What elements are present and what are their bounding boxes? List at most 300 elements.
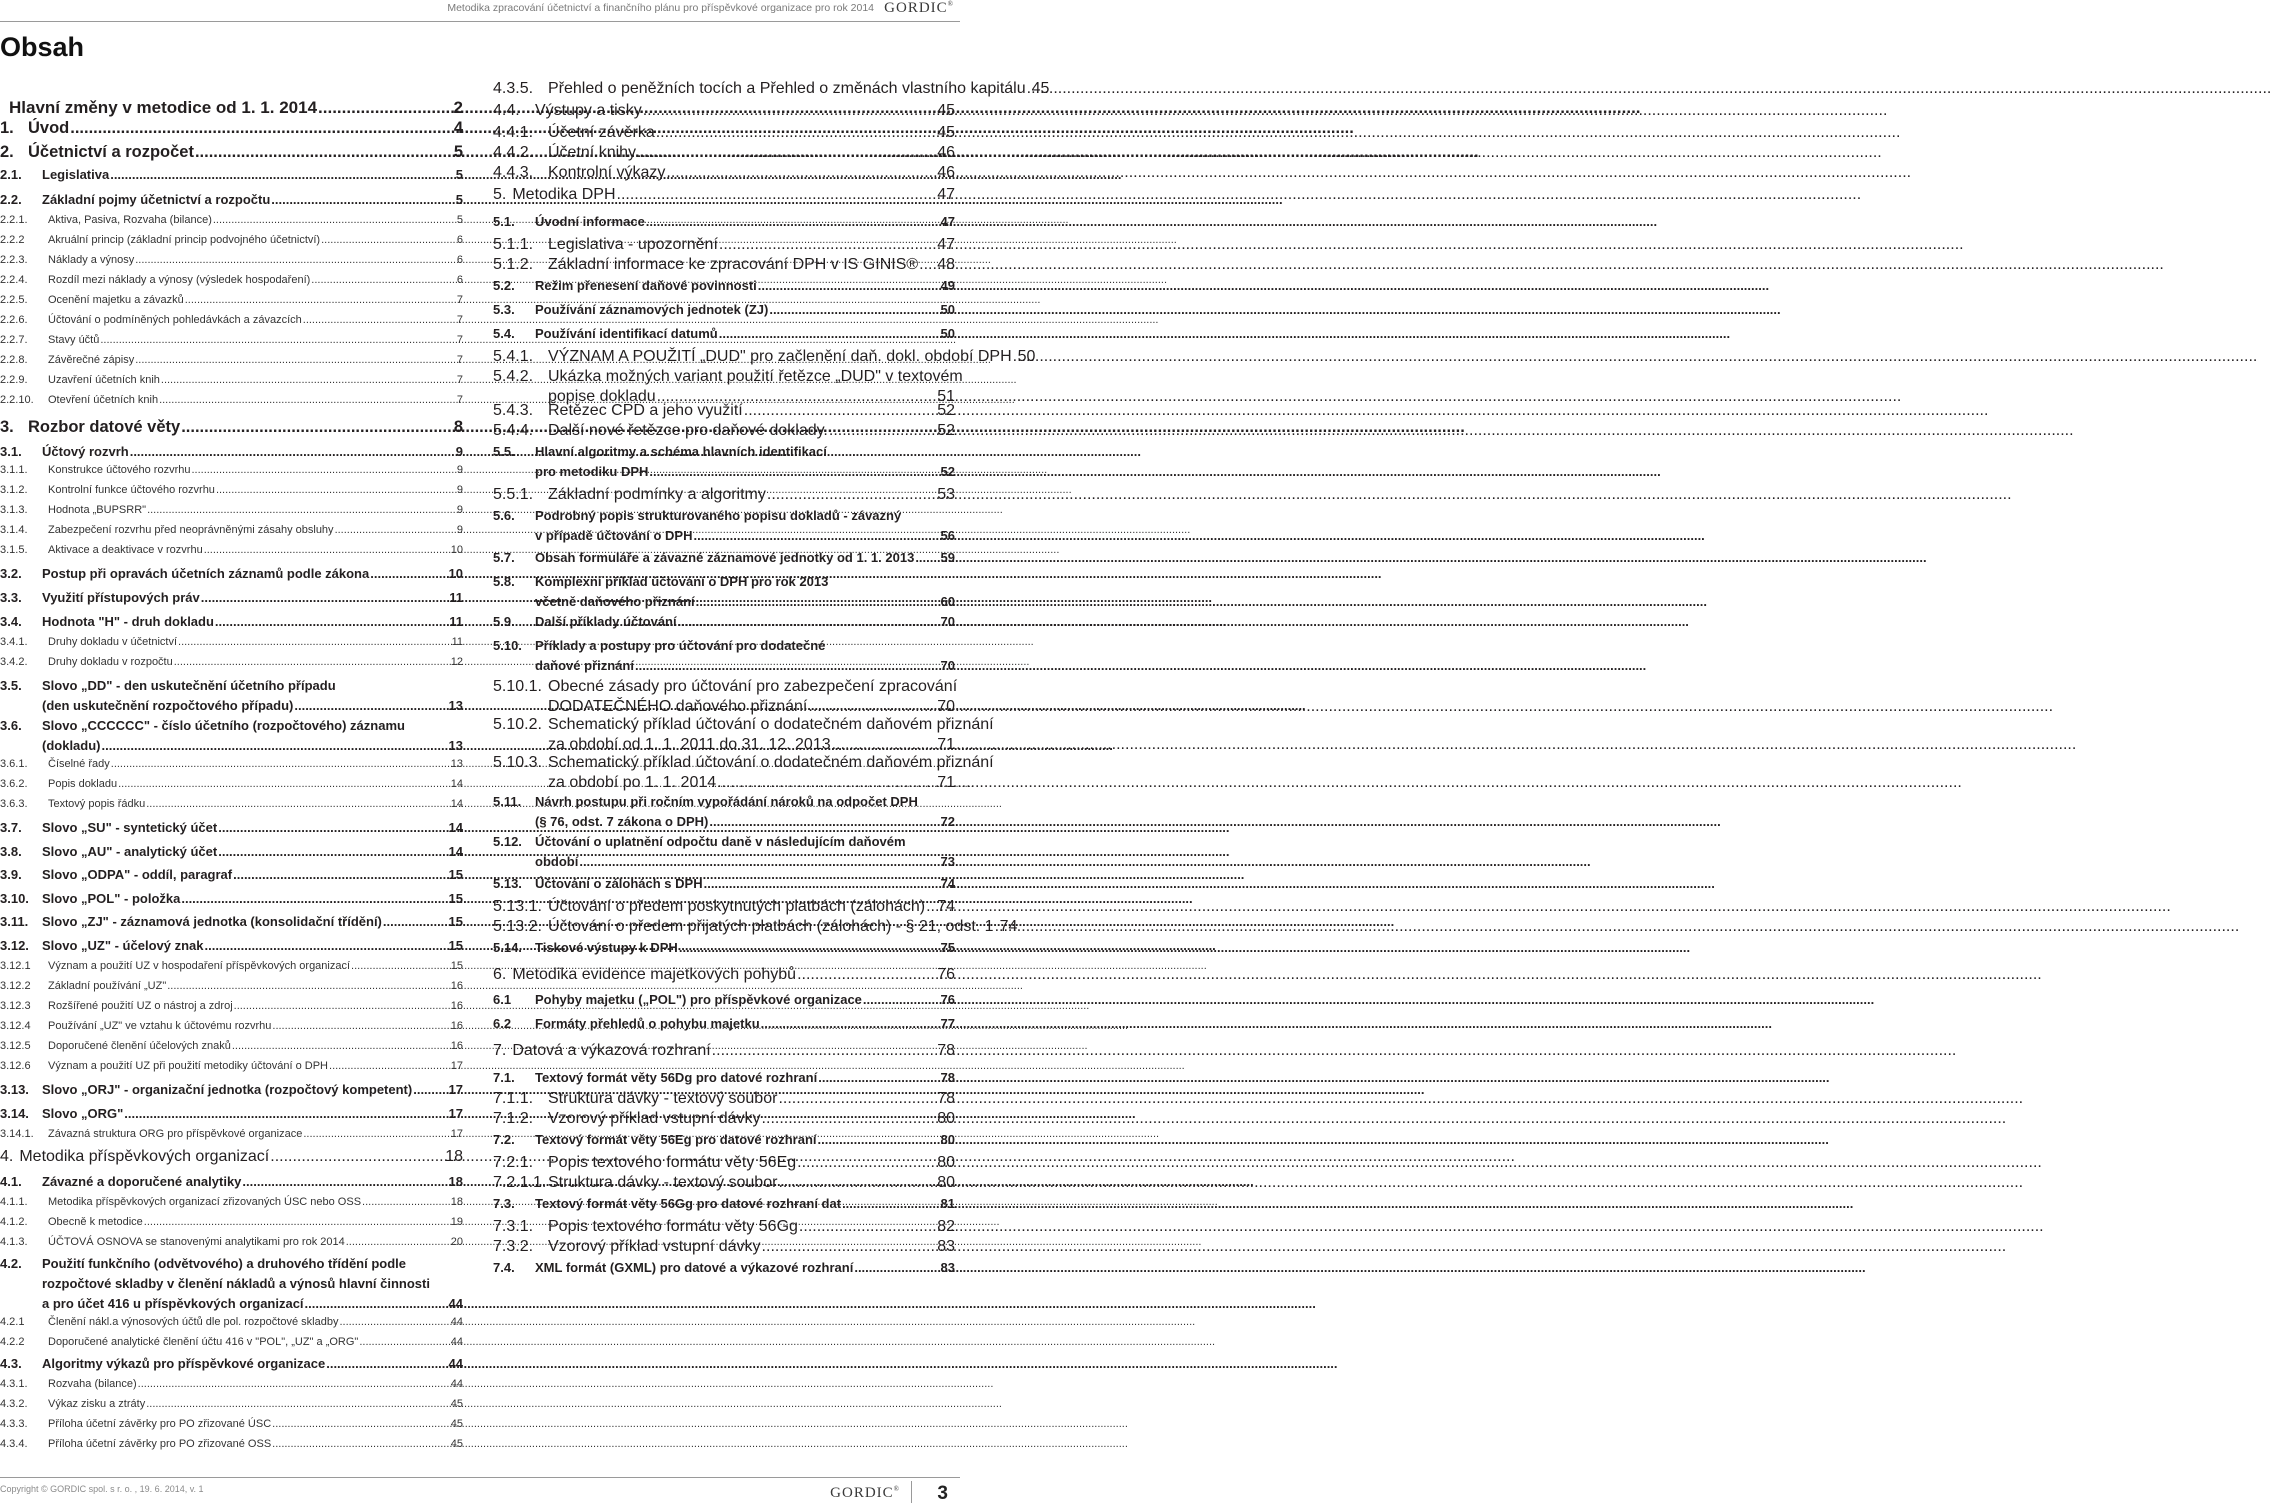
toc-entry-2-2-8[interactable] xyxy=(0,354,463,366)
toc-leader-dots xyxy=(758,278,940,293)
toc-entry-2-2-2[interactable] xyxy=(0,234,463,246)
toc-leader-dots xyxy=(191,464,455,476)
toc-entry-4-3-1[interactable] xyxy=(0,1378,463,1390)
toc-entry-page: 6 xyxy=(456,234,463,246)
toc-leader-dots xyxy=(679,940,940,955)
toc-entry-continuation xyxy=(493,774,955,792)
toc-entry-title: Aktiva, Pasiva, Rozvaha (bilance) xyxy=(48,214,212,226)
toc-entry-number: 7.1.1. xyxy=(493,1090,534,1107)
toc-entry-number: 4.1.3. xyxy=(0,1236,28,1248)
toc-entry-3-6-2[interactable] xyxy=(0,778,463,790)
toc-entry-number: 5.1.1. xyxy=(493,236,534,253)
toc-entry-3-9[interactable] xyxy=(0,867,463,882)
toc-leader-dots xyxy=(272,1438,450,1450)
toc-entry-3-11[interactable] xyxy=(0,914,463,929)
toc-leader-dots xyxy=(413,1082,447,1097)
toc-entry-5-4-2[interactable] xyxy=(493,368,963,386)
toc-entry-number: 6.1 xyxy=(493,992,512,1007)
toc-entry-title: Ukázka možných variant použití řetězce „DUD" v textovém xyxy=(548,368,963,385)
toc-entry-page: 50 xyxy=(940,302,955,317)
toc-leader-dots xyxy=(272,1418,450,1430)
toc-entry-page: 15 xyxy=(448,891,463,906)
toc-entry-page: 45 xyxy=(450,1398,463,1410)
toc-entry-title: Rozvaha (bilance) xyxy=(48,1378,137,1390)
toc-entry-title: Popis textového formátu věty 56Gg xyxy=(548,1218,798,1235)
toc-entry-page: 14 xyxy=(450,778,463,790)
toc-entry-5-3[interactable] xyxy=(493,302,955,317)
toc-entry-title: Účetní knihy xyxy=(548,144,637,161)
toc-entry-number: 3.8. xyxy=(0,844,22,859)
toc-entry-page: 49 xyxy=(940,278,955,293)
toc-leader-dots xyxy=(362,1196,450,1208)
toc-leader-dots xyxy=(818,1132,940,1147)
toc-entry-title: Hlavní algoritmy a schéma hlavních identifikací xyxy=(535,444,827,459)
toc-entry-page: 51 xyxy=(937,388,955,405)
toc-entry-5-1[interactable] xyxy=(493,214,955,229)
toc-entry-3-6-1[interactable] xyxy=(0,758,463,770)
toc-entry-continuation xyxy=(493,736,955,754)
toc-leader-dots xyxy=(181,891,447,906)
toc-entry-3-4-2[interactable] xyxy=(0,656,463,668)
toc-entry-title: Struktura dávky - textový soubor xyxy=(548,1090,778,1107)
toc-leader-dots xyxy=(649,464,939,479)
toc-leader-dots xyxy=(693,528,939,543)
toc-entry-number: 5.5.1. xyxy=(493,486,534,503)
toc-entry-number: 7.2.1. xyxy=(493,1154,534,1171)
toc-entry-number: 4. xyxy=(0,1148,14,1165)
toc-entry-7-3[interactable] xyxy=(493,1196,955,1211)
toc-leader-dots xyxy=(70,119,453,138)
toc-entry-title: Použití funkčního (odvětvového) a druhového třídění podle xyxy=(42,1256,407,1271)
toc-entry-5-14[interactable] xyxy=(493,940,955,955)
toc-entry-4-1-2[interactable] xyxy=(0,1216,463,1228)
toc-entry-2-2-9[interactable] xyxy=(0,374,463,386)
toc-entry-number: 5.14. xyxy=(493,940,522,955)
toc-entry-title: Metodika DPH xyxy=(512,186,616,203)
toc-entry-number: 3.1.4. xyxy=(0,524,28,536)
toc-entry-2-2-3[interactable] xyxy=(0,254,463,266)
toc-entry-page: 5 xyxy=(455,167,463,182)
toc-entry-7-1-2[interactable] xyxy=(493,1110,955,1128)
toc-entry-4-3-2[interactable] xyxy=(0,1398,463,1410)
toc-leader-dots xyxy=(762,1238,937,1256)
toc-entry-number: 5.4.3. xyxy=(493,402,534,419)
toc-entry-7[interactable] xyxy=(493,1042,955,1060)
toc-entry-3-1-1[interactable] xyxy=(0,464,463,476)
toc-leader-dots xyxy=(778,1090,936,1108)
toc-entry-7-1-1[interactable] xyxy=(493,1090,955,1108)
toc-entry-number: 7.3. xyxy=(493,1196,515,1211)
toc-entry-title: Slovo „AU" - analytický účet xyxy=(42,844,218,859)
toc-entry-title: Slovo „ORG" xyxy=(42,1106,124,1121)
toc-entry-page: 50 xyxy=(1017,348,1036,365)
toc-entry-page: 80 xyxy=(937,1154,955,1171)
toc-entry-2-2-10[interactable] xyxy=(0,394,463,406)
toc-entry-4-3-4[interactable] xyxy=(0,1438,463,1450)
toc-entry-4-1[interactable] xyxy=(0,1174,463,1189)
toc-entry-title-line: a pro účet 416 u příspěvkových organizací xyxy=(42,1296,304,1311)
toc-entry-5-13-1[interactable] xyxy=(493,898,955,916)
toc-entry-title: Postup při opravách účetních záznamů podle zákona xyxy=(42,566,370,581)
toc-entry-2-2[interactable] xyxy=(0,192,463,207)
toc-leader-dots xyxy=(272,1020,449,1032)
toc-entry-3-12[interactable] xyxy=(0,938,463,953)
toc-entry-number: 2.2.2 xyxy=(0,234,25,246)
toc-entry-6[interactable] xyxy=(493,966,955,984)
toc-leader-dots xyxy=(271,192,455,207)
toc-entry-title: Druhy dokladu v rozpočtu xyxy=(48,656,173,668)
toc-leader-dots xyxy=(216,484,456,496)
toc-entry-page: 11 xyxy=(449,590,463,605)
toc-entry-title: Slovo „UZ" - účelový znak xyxy=(42,938,204,953)
toc-entry-number: 5.13.2. xyxy=(493,918,542,935)
toc-entry-1[interactable] xyxy=(0,119,463,138)
toc-leader-dots xyxy=(124,1106,447,1121)
toc-entry-5[interactable] xyxy=(493,186,955,204)
toc-entry-page: 18 xyxy=(445,1148,463,1165)
toc-entry-3-5[interactable] xyxy=(0,678,463,693)
footer-brand-logo: GORDIC® xyxy=(830,1485,900,1501)
toc-leader-dots xyxy=(270,1148,444,1166)
toc-entry-page: 44 xyxy=(450,1336,463,1348)
toc-entry-page: 4 xyxy=(453,119,463,137)
toc-leader-dots xyxy=(303,314,456,326)
toc-entry-number: 2. xyxy=(0,143,14,161)
toc-entry-title-line: (§ 76, odst. 7 zákona o DPH) xyxy=(535,814,709,829)
toc-leader-dots xyxy=(135,254,456,266)
toc-entry-page: 59 xyxy=(940,550,955,565)
toc-entry-3-14[interactable] xyxy=(0,1106,463,1121)
toc-entry-3-4-1[interactable] xyxy=(0,636,463,648)
toc-entry-4-4[interactable] xyxy=(493,102,955,120)
toc-entry-5-13[interactable] xyxy=(493,876,955,891)
toc-entry-7-2[interactable] xyxy=(493,1132,955,1147)
toc-entry-page: 20 xyxy=(450,1236,463,1248)
toc-entry-5-12[interactable] xyxy=(493,834,955,849)
toc-entry-title: Závazná struktura ORG pro příspěvkové organizace xyxy=(48,1128,303,1140)
toc-entry-4-4-2[interactable] xyxy=(493,144,955,162)
toc-entry-3-1-3[interactable] xyxy=(0,504,463,516)
toc-entry-number: 3.12.2 xyxy=(0,980,31,992)
toc-entry-page: 75 xyxy=(940,940,955,955)
toc-entry-number: 4.3.2. xyxy=(0,1398,28,1410)
toc-entry-page: 14 xyxy=(450,798,463,810)
toc-entry-6-2[interactable] xyxy=(493,1016,955,1031)
toc-entry-number: 2.2.7. xyxy=(0,334,28,346)
toc-entry-number: 3.1.1. xyxy=(0,464,28,476)
toc-entry-number: 6.2 xyxy=(493,1016,512,1031)
toc-leader-dots xyxy=(135,354,456,366)
toc-entry-title: Další příklady účtování xyxy=(535,614,677,629)
toc-entry-number: 7. xyxy=(493,1042,507,1059)
toc-entry-4-2[interactable] xyxy=(0,1256,463,1271)
toc-entry-title: Akruální princip (základní princip podvojného účetnictví) xyxy=(48,234,321,246)
toc-entry-4-3-3[interactable] xyxy=(0,1418,463,1430)
toc-entry-3-1-2[interactable] xyxy=(0,484,463,496)
toc-entry-2-1[interactable] xyxy=(0,167,463,182)
toc-entry-title: Legislativa xyxy=(42,167,110,182)
toc-entry-5-4-4[interactable] xyxy=(493,422,955,440)
toc-entry-5-4-1[interactable] xyxy=(493,348,1036,366)
toc-leader-dots xyxy=(185,294,456,306)
toc-entry-3-6[interactable] xyxy=(0,718,463,733)
toc-entry-5-9[interactable] xyxy=(493,614,955,629)
toc-entry-page: 45 xyxy=(1031,80,1050,97)
toc-entry-title: Doporučené analytické členění účtu 416 v "POL", „UZ" a „ORG" xyxy=(48,1336,359,1348)
toc-entry-5-10-3[interactable] xyxy=(493,754,994,772)
toc-entry-5-1-2[interactable] xyxy=(493,256,955,274)
toc-entry-5-4-3[interactable] xyxy=(493,402,955,420)
toc-entry-page: 19 xyxy=(450,1216,463,1228)
toc-entry-number: 3.6.1. xyxy=(0,758,28,770)
toc-leader-dots xyxy=(359,1336,449,1348)
toc-leader-dots xyxy=(797,966,936,984)
toc-entry-continuation xyxy=(493,814,955,829)
toc-leader-dots xyxy=(118,778,450,790)
toc-entry-title: Textový formát věty 56Gg pro datové rozhraní dat xyxy=(535,1196,842,1211)
toc-entry-page: 80 xyxy=(937,1110,955,1127)
toc-entry-number: 4.1. xyxy=(0,1174,22,1189)
toc-entry-2-2-7[interactable] xyxy=(0,334,463,346)
toc-entry-page: 52 xyxy=(937,402,955,419)
toc-entry-page: 12 xyxy=(450,656,463,668)
toc-entry-7-4[interactable] xyxy=(493,1260,955,1275)
toc-entry-title: Pohyby majetku („POL") pro příspěvkové organizace xyxy=(535,992,862,1007)
toc-entry-7-2-1[interactable] xyxy=(493,1154,955,1172)
toc-entry-number: 3.1.5. xyxy=(0,544,28,556)
toc-entry-page: 44 xyxy=(450,1316,463,1328)
toc-entry-7-3-1[interactable] xyxy=(493,1218,955,1236)
toc-entry-page: 78 xyxy=(937,1090,955,1107)
toc-leader-dots xyxy=(213,214,456,226)
toc-entry-3-12-5[interactable] xyxy=(0,1040,463,1052)
toc-entry-title-line: za období od 1. 1. 2011 do 31. 12. 2013 xyxy=(548,736,831,753)
toc-entry-2[interactable] xyxy=(0,143,463,162)
toc-entry-4-3[interactable] xyxy=(0,1356,463,1371)
toc-entry-4-1-3[interactable] xyxy=(0,1236,463,1248)
toc-entry-page: 83 xyxy=(937,1238,955,1255)
toc-entry-title: Komplexní příklad účtování o DPH pro rok 2013 xyxy=(535,574,829,589)
toc-entry-3-12-6[interactable] xyxy=(0,1060,463,1072)
toc-entry-title: ÚČTOVÁ OSNOVA se stanovenými analytikami pro rok 2014 xyxy=(48,1236,345,1248)
toc-entry-4-2-1[interactable] xyxy=(0,1316,463,1328)
toc-entry-title: Účetní závěrka xyxy=(548,124,655,141)
toc-entry-3-3[interactable] xyxy=(0,590,463,605)
toc-entry-title: Obsah formuláře a závazné záznamové jednotky od 1. 1. 2013 xyxy=(535,550,915,565)
toc-leader-dots xyxy=(1027,80,1031,98)
toc-entry-5-13-2[interactable] xyxy=(493,918,1018,936)
toc-entry-5-8[interactable] xyxy=(493,574,955,589)
toc-entry-5-10[interactable] xyxy=(493,638,955,653)
toc-entry-3-10[interactable] xyxy=(0,891,463,906)
toc-entry-number: 6. xyxy=(493,966,507,983)
toc-entry-title: Popis textového formátu věty 56Eg xyxy=(548,1154,797,1171)
toc-entry-title: Slovo „POL" - položka xyxy=(42,891,181,906)
toc-entry-2-2-1[interactable] xyxy=(0,214,463,226)
toc-entry-number: 5.3. xyxy=(493,302,515,317)
toc-leader-dots xyxy=(762,1110,937,1128)
toc-entry-7-2-1-1[interactable] xyxy=(493,1174,955,1192)
footer-separator xyxy=(911,1481,912,1503)
toc-entry-page: 15 xyxy=(448,938,463,953)
toc-entry-3-8[interactable] xyxy=(0,844,463,859)
toc-entry-title: Ocenění majetku a závazků xyxy=(48,294,184,306)
toc-entry-title: Úvod xyxy=(28,119,70,137)
toc-entry-page: 7 xyxy=(456,334,463,346)
toc-entry-hlavni-zmeny[interactable] xyxy=(0,98,463,118)
toc-entry-title: Základní informace ke zpracování DPH v IS GINIS® xyxy=(548,256,919,273)
toc-entry-5-4[interactable] xyxy=(493,326,955,341)
toc-entry-5-5[interactable] xyxy=(493,444,955,459)
toc-entry-title-line: včetně daňového přiznání xyxy=(535,594,695,609)
toc-entry-continuation xyxy=(493,698,955,716)
toc-entry-title: Uzavření účetních knih xyxy=(48,374,160,386)
toc-entry-page: 8 xyxy=(453,418,463,436)
toc-entry-5-11[interactable] xyxy=(493,794,955,809)
toc-entry-page: 16 xyxy=(450,1040,463,1052)
toc-entry-3-7[interactable] xyxy=(0,820,463,835)
toc-leader-dots xyxy=(146,798,450,810)
toc-leader-dots xyxy=(769,302,939,317)
toc-entry-6-1[interactable] xyxy=(493,992,955,1007)
toc-leader-dots xyxy=(294,698,447,713)
toc-entry-title: Druhy dokladu v účetnictví xyxy=(48,636,178,648)
toc-entry-number: 3.4.2. xyxy=(0,656,28,668)
toc-entry-page: 5 xyxy=(455,192,463,207)
toc-entry-continuation xyxy=(0,698,463,713)
toc-entry-number: 2.2.6. xyxy=(0,314,28,326)
toc-entry-2-2-5[interactable] xyxy=(0,294,463,306)
toc-entry-5-1-1[interactable] xyxy=(493,236,955,254)
toc-entry-2-2-4[interactable] xyxy=(0,274,463,286)
toc-entry-number: 4.4.3. xyxy=(493,164,534,181)
toc-entry-3-14-1[interactable] xyxy=(0,1128,463,1140)
toc-entry-4-4-3[interactable] xyxy=(493,164,955,182)
toc-entry-page: 52 xyxy=(940,464,955,479)
toc-entry-number: 7.1.2. xyxy=(493,1110,534,1127)
toc-entry-title: Aktivace a deaktivace v rozvrhu xyxy=(48,544,203,556)
toc-entry-3-12-2[interactable] xyxy=(0,980,463,992)
toc-entry-number: 5.10.3. xyxy=(493,754,542,771)
toc-entry-3-12-4[interactable] xyxy=(0,1020,463,1032)
toc-entry-page: 74 xyxy=(940,876,955,891)
toc-entry-title: Algoritmy výkazů pro příspěvkové organizace xyxy=(42,1356,326,1371)
toc-entry-number: 5.9. xyxy=(493,614,515,629)
toc-entry-title: Slovo „CCCCCC" - číslo účetního (rozpočtového) záznamu xyxy=(42,718,405,733)
toc-entry-continuation xyxy=(493,464,955,479)
toc-entry-5-10-2[interactable] xyxy=(493,716,994,734)
toc-entry-5-6[interactable] xyxy=(493,508,955,523)
toc-entry-4[interactable] xyxy=(0,1148,463,1166)
toc-leader-dots xyxy=(174,656,450,668)
toc-entry-number: 2.1. xyxy=(0,167,22,182)
toc-entry-title: Závěrečné zápisy xyxy=(48,354,135,366)
toc-leader-dots xyxy=(181,418,453,437)
toc-entry-page: 17 xyxy=(450,1060,463,1072)
toc-entry-number: 3.9. xyxy=(0,867,22,882)
toc-entry-title: Slovo „DD" - den uskutečnění účetního případu xyxy=(42,678,336,693)
toc-entry-7-3-2[interactable] xyxy=(493,1238,955,1256)
toc-leader-dots xyxy=(643,102,937,120)
toc-entry-title: Legislativa - upozornění xyxy=(548,236,718,253)
toc-entry-number: 5.4.4. xyxy=(493,422,534,439)
toc-entry-3-12-3[interactable] xyxy=(0,1000,463,1012)
toc-entry-4-2-2[interactable] xyxy=(0,1336,463,1348)
toc-entry-3-1-5[interactable] xyxy=(0,544,463,556)
toc-entry-3-4[interactable] xyxy=(0,614,463,629)
toc-leader-dots xyxy=(678,614,940,629)
page-title: Obsah xyxy=(0,32,85,62)
toc-entry-title: Režim přenesení daňové povinnosti xyxy=(535,278,757,293)
toc-entry-5-5-1[interactable] xyxy=(493,486,955,504)
toc-entry-3-6-3[interactable] xyxy=(0,798,463,810)
toc-leader-dots xyxy=(218,820,447,835)
toc-entry-title: Kontrolní výkazy xyxy=(548,164,666,181)
toc-entry-4-3-5[interactable] xyxy=(493,80,1050,98)
toc-entry-continuation xyxy=(0,1276,463,1291)
toc-entry-title: Schematický příklad účtování o dodatečném daňovém přiznání xyxy=(548,754,994,771)
toc-entry-5-10-1[interactable] xyxy=(493,678,958,696)
toc-entry-number: 3.14.1. xyxy=(0,1128,34,1140)
toc-leader-dots xyxy=(161,374,456,386)
toc-entry-number: 5.1.2. xyxy=(493,256,534,273)
toc-entry-number: 3.1.2. xyxy=(0,484,28,496)
toc-leader-dots xyxy=(329,1060,450,1072)
toc-entry-3-2[interactable] xyxy=(0,566,463,581)
toc-entry-number: 2.2.1. xyxy=(0,214,28,226)
toc-leader-dots xyxy=(799,1218,936,1236)
toc-entry-7-1[interactable] xyxy=(493,1070,955,1085)
toc-leader-dots xyxy=(130,444,455,459)
toc-entry-3-1-4[interactable] xyxy=(0,524,463,536)
toc-entry-2-2-6[interactable] xyxy=(0,314,463,326)
toc-entry-title: Obecné zásady pro účtování pro zabezpečení zpracování xyxy=(548,678,958,695)
toc-leader-dots xyxy=(147,504,456,516)
toc-entry-title: Účtování o podmíněných pohledávkách a závazcích xyxy=(48,314,302,326)
toc-entry-number: 5.5. xyxy=(493,444,515,459)
toc-entry-5-7[interactable] xyxy=(493,550,955,565)
toc-entry-4-4-1[interactable] xyxy=(493,124,955,142)
toc-entry-page: 7 xyxy=(456,314,463,326)
toc-entry-number: 7.2.1.1. xyxy=(493,1174,547,1191)
toc-entry-title: Hodnota „BUPSRR" xyxy=(48,504,147,516)
toc-entry-title-line: (den uskutečnění rozpočtového případu) xyxy=(42,698,294,713)
toc-leader-dots xyxy=(915,550,939,565)
toc-entry-4-1-1[interactable] xyxy=(0,1196,463,1208)
toc-entry-title: Metodika evidence majetkových pohybů xyxy=(512,966,797,983)
toc-entry-3[interactable] xyxy=(0,418,463,437)
toc-entry-3-13[interactable] xyxy=(0,1082,463,1097)
toc-entry-page: 77 xyxy=(940,1016,955,1031)
toc-entry-title: Základní podmínky a algoritmy xyxy=(548,486,766,503)
toc-entry-page: 71 xyxy=(937,774,955,791)
toc-entry-title: Vzorový příklad vstupní dávky xyxy=(548,1238,761,1255)
toc-entry-3-12-1[interactable] xyxy=(0,960,463,972)
toc-leader-dots xyxy=(637,144,936,162)
toc-entry-page: 45 xyxy=(937,124,955,141)
toc-entry-number: 5.13. xyxy=(493,876,522,891)
toc-leader-dots xyxy=(995,918,999,936)
toc-entry-title: Stavy účtů xyxy=(48,334,100,346)
toc-entry-3-1[interactable] xyxy=(0,444,463,459)
toc-entry-5-2[interactable] xyxy=(493,278,955,293)
toc-entry-title: Kontrolní funkce účtového rozvrhu xyxy=(48,484,215,496)
toc-leader-dots xyxy=(719,236,936,254)
toc-entry-page: 81 xyxy=(940,1196,955,1211)
toc-entry-page: 18 xyxy=(448,1174,463,1189)
toc-entry-page: 74 xyxy=(937,898,955,915)
toc-leader-dots xyxy=(242,1174,447,1189)
